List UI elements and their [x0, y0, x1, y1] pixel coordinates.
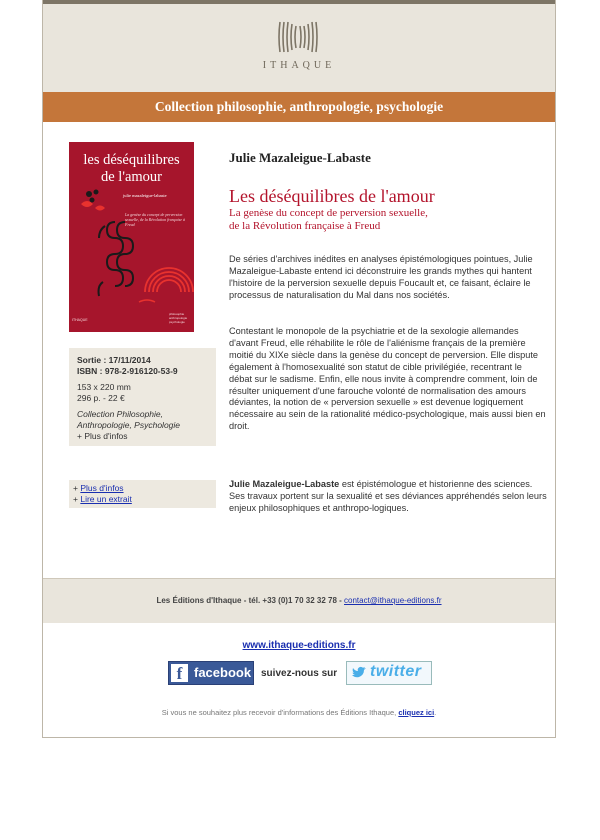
cover-illustration: [69, 142, 194, 332]
read-extract-row: [73, 494, 132, 504]
release-date: Sortie : 17/11/2014: [77, 355, 151, 365]
cover-collection: philosophie anthropologie psychologie: [169, 312, 188, 324]
email-link[interactable]: contact@ithaque-editions.fr: [344, 596, 442, 605]
twitter-bird-icon: [351, 666, 367, 680]
contact-footer: [43, 578, 555, 623]
isbn: ISBN : 978-2-916120-53-9: [77, 366, 178, 376]
collection-band: Collection philosophie, anthropologie, psychologie: [43, 92, 555, 122]
website-link[interactable]: www.ithaque-editions.fr: [242, 640, 356, 651]
pages-price: 296 p. - 22 €: [77, 393, 125, 403]
description-paragraph-2: Contestant le monopole de la psychiatrie et de la sexologie allemandes d'avant Freud, elle réhabilite le rôle de l'aliénisme français de la première moitié du XIXe siècle dans la genèse du concept de perversion. Elle dispute également à l'homosexualité son statut de cible privilégiée, recentrant le débat sur le sadisme. Enfin, elle nous invite à comprendre comment, loin de résulter uniquement d'une farouche volonté de normalisation des amours déviantes, la notion de « perversion sexuelle » est devenue logiquement nécessaire au sein de la rationalité médico-psychologique, mais aussi bien en droit.: [229, 326, 546, 432]
unsubscribe-text: Si vous ne souhaitez plus recevoir d'informations des Éditions Ithaque, cliquez ici.: [161, 708, 437, 717]
plus-bullet: +: [73, 483, 78, 493]
header: [43, 0, 555, 92]
read-extract-link[interactable]: Lire un extrait: [80, 494, 132, 504]
newsletter-frame: [42, 0, 556, 738]
book-cover[interactable]: [69, 142, 194, 332]
links-box: [69, 480, 216, 508]
plus-bullet: +: [73, 494, 78, 504]
author-bio: [229, 479, 547, 515]
author-bio-text: est épistémologue et historienne des sciences. Ses travaux portent sur la sexualité et ses déviances appréhendés selon leurs enjeux philosophiques et anthropo-logiques.: [229, 479, 547, 513]
author-bio-name: Julie Mazaleigue-Labaste: [229, 479, 340, 489]
twitter-label: twitter: [370, 663, 422, 680]
unsubscribe-link[interactable]: cliquez ici: [398, 708, 435, 717]
facebook-button[interactable]: [168, 661, 254, 685]
book-format: 153 x 220 mm: [77, 382, 131, 392]
header-topbar: [43, 0, 555, 4]
facebook-label: facebook: [194, 665, 252, 680]
cover-publisher: ITHAQUE: [72, 318, 88, 322]
more-info-link-muted[interactable]: + Plus d'infos: [77, 431, 128, 441]
book-subtitle: La genèse du concept de perversion sexuelle, de la Révolution française à Freud: [229, 207, 428, 232]
ithaque-logo-icon: [276, 18, 322, 56]
book-author: Julie Mazaleigue-Labaste: [229, 150, 371, 165]
twitter-button[interactable]: [346, 661, 432, 685]
book-info-box: [69, 348, 216, 446]
collection-line1: Collection Philosophie,: [77, 409, 163, 419]
collection-line2: Anthropologie, Psychologie: [77, 420, 181, 430]
logo-text: ITHAQUE: [262, 60, 336, 71]
description-paragraph-1: De séries d'archives inédites en analyses épistémologiques pointues, Julie Mazaleigue-Labaste entend ici déconstruire les grands mythes qui hantent l'histoire de la perversion sexuelle depuis Foucault et, ce faisant, éclaire le processus de naturalisation du Mal dans nos sociétés.: [229, 254, 533, 300]
cover-title: les déséquilibres de l'amour: [83, 152, 180, 185]
more-info-row: [73, 483, 124, 493]
phone: - tél. +33 (0)1 70 32 32 78 -: [241, 596, 345, 605]
facebook-icon: f: [171, 664, 188, 682]
book-title: Les déséquilibres de l'amour: [229, 186, 435, 206]
cover-author: julie mazaleigue-labaste: [123, 193, 167, 198]
follow-us-text: suivez-nous sur: [261, 668, 338, 679]
company-name: Les Éditions d'Ithaque: [156, 596, 242, 605]
cover-subtitle: La genèse du concept de perversion sexuelle, de la Révolution française à Freud: [125, 212, 185, 227]
more-info-link[interactable]: Plus d'infos: [80, 483, 124, 493]
